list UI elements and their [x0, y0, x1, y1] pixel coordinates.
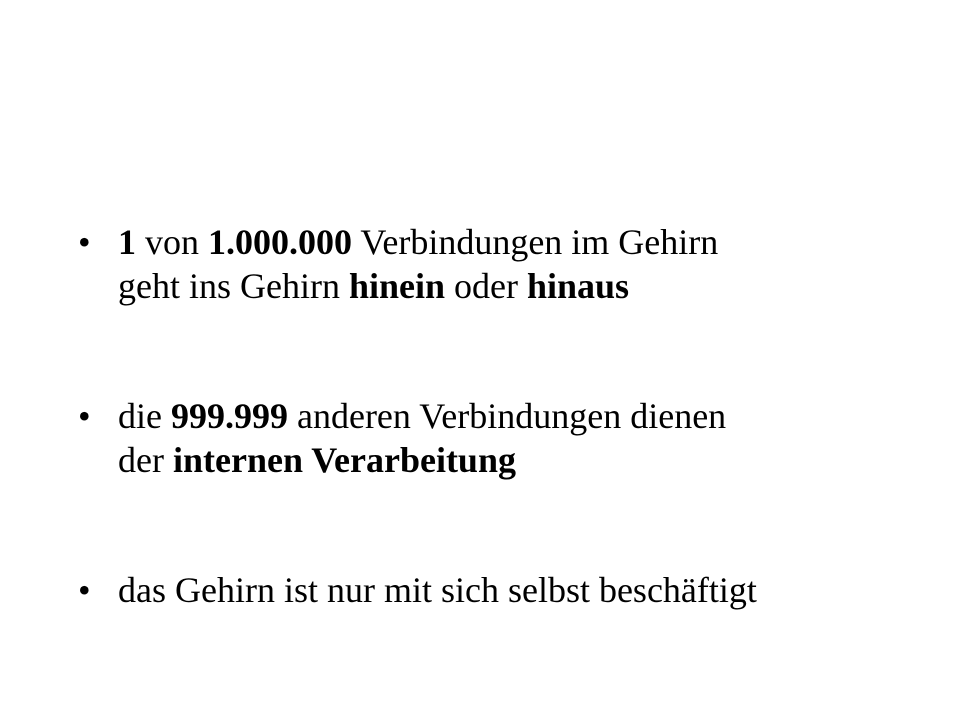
bold-count: 1 [118, 222, 136, 262]
bullet-text-3 [118, 568, 918, 612]
bullet-1-line-1 [118, 220, 918, 264]
bold-hinaus: hinaus [526, 266, 630, 306]
bold-total: 1.000.000 [208, 222, 352, 262]
bullet-2-line-1 [118, 394, 918, 438]
bold-internal-processing: internen Verarbeitung [172, 440, 516, 480]
bullet-2-line-2 [118, 438, 918, 482]
text-fragment: oder [445, 266, 527, 306]
bullet-text-1 [118, 220, 918, 308]
bold-hinein: hinein [348, 266, 446, 306]
text-fragment: von [136, 222, 208, 262]
bullet-text-2 [118, 394, 918, 482]
bullet-icon: • [78, 396, 91, 436]
text-fragment: anderen Verbindungen dienen [287, 396, 727, 436]
bullet-icon: • [78, 222, 91, 262]
text-fragment: die [118, 396, 171, 436]
bold-other-count: 999.999 [170, 396, 288, 436]
text-fragment: der [118, 440, 173, 480]
bullet-3-line-1 [118, 568, 918, 612]
text-fragment: das Gehirn ist nur mit sich selbst beschäftigt [118, 570, 757, 610]
text-fragment: Verbindungen im Gehirn [352, 222, 719, 262]
bullet-icon: • [78, 570, 91, 610]
text-fragment: geht ins Gehirn [118, 266, 349, 306]
bullet-1-line-2 [118, 264, 918, 308]
